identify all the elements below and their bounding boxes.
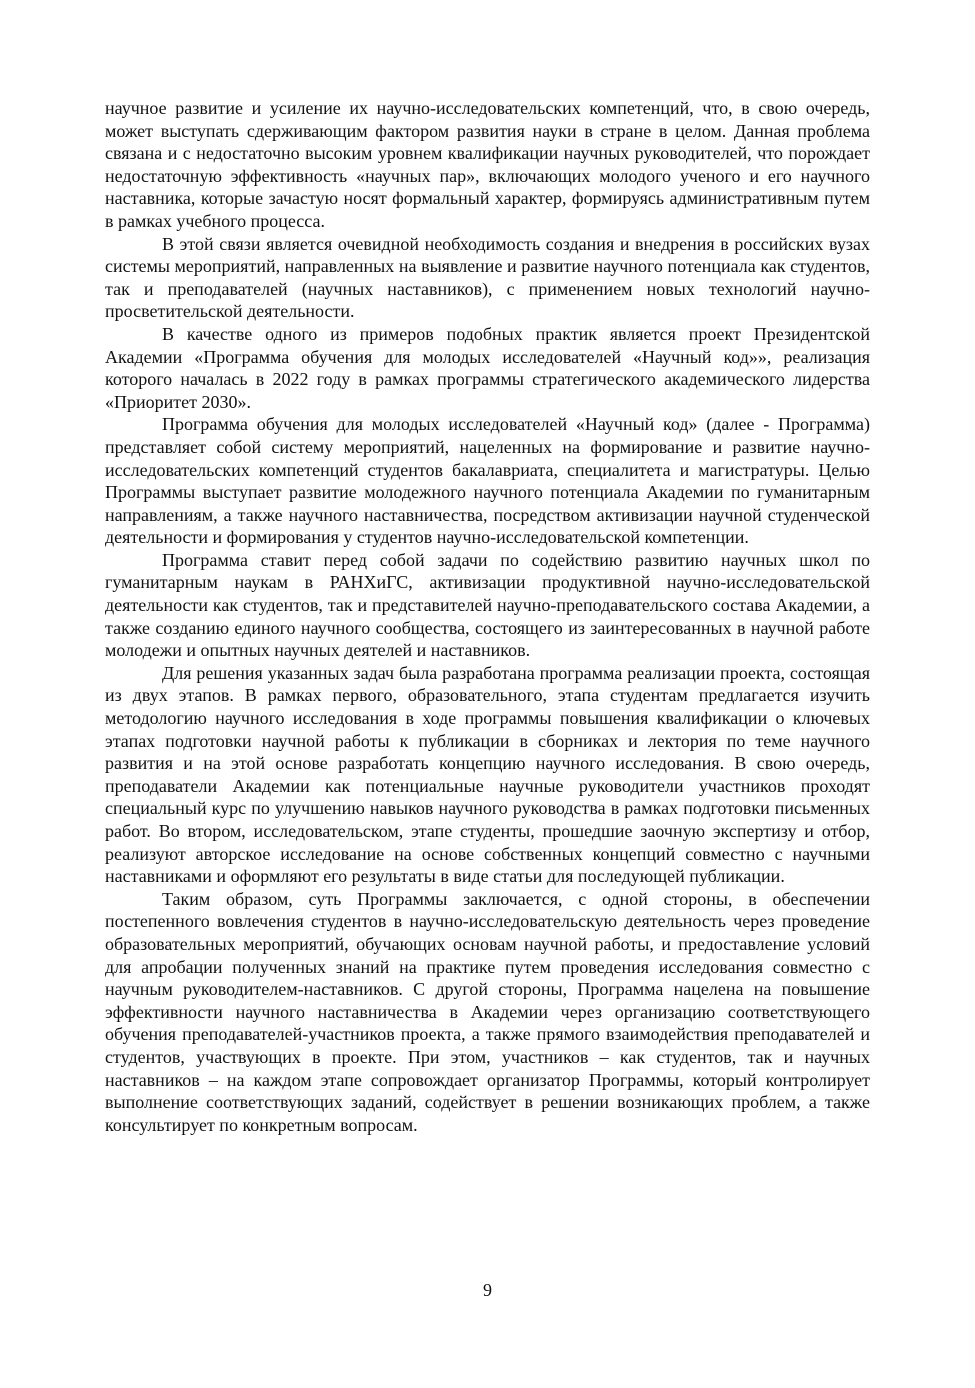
paragraph-continuation: научное развитие и усиление их научно-исследовательских компетенций, что, в свою очередь, может выступать сдерживающим фактором развития науки в стране в целом. Данная проблема связана и с недостаточно высоким уровнем квалификации научных руководителей, что порождает недостаточную эффективность «научных пар», включающих молодого ученого и его научного наставника, которые зачастую носят формальный характер, формируясь административным путем в рамках учебного процесса. (105, 98, 870, 231)
paragraph: Для решения указанных задач была разработана программа реализации проекта, состоящая из двух этапов. В рамках первого, образовательного, этапа студентам предлагается изучить методологию научного исследования в ходе программы повышения квалификации о ключевых этапах подготовки научной работы к публикации в сборниках и лектория по теме научного развития и на этой основе разработать концепцию научного исследования. В свою очередь, преподаватели Академии как потенциальные научные руководители участников проходят специальный курс по улучшению навыков научного руководства в рамках подготовки письменных работ. Во втором, исследовательском, этапе студенты, прошедшие заочную экспертизу и отбор, реализуют авторское исследование на основе собственных концепций совместно с научными наставниками и оформляют его результаты в виде статьи для последующей публикации. (105, 662, 870, 887)
paragraph: Программа обучения для молодых исследователей «Научный код» (далее - Программа) представляет собой систему мероприятий, нацеленных на формирование и развитие научно-исследовательских компетенций студентов бакалавриата, специалитета и магистратуры. Целью Программы выступает развитие молодежного научного потенциала Академии по гуманитарным направлениям, а также научного наставничества, посредством активизации научной студенческой деятельности и формирования у студентов научно-исследовательской компетенции. (105, 414, 870, 548)
page-number: 9 (483, 1280, 492, 1300)
paragraph: Программа ставит перед собой задачи по содействию развитию научных школ по гуманитарным наукам в РАНХиГС, активизации продуктивной научно-исследовательской деятельности как студентов, так и представителей научно-преподавательского состава Академии, а также созданию единого научного сообщества, состоящего из заинтересованных в научной работе молодежи и опытных научных деятелей и наставников. (105, 549, 870, 661)
body-text (105, 97, 870, 1136)
paragraph: В этой связи является очевидной необходимость создания и внедрения в российских вузах системы мероприятий, направленных на выявление и развитие научного потенциала как студентов, так и преподавателей (научных наставников), с применением новых технологий научно-просветительской деятельности. (105, 233, 870, 322)
paragraph: Таким образом, суть Программы заключается, с одной стороны, в обеспечении постепенного вовлечения студентов в научно-исследовательскую деятельность через проведение образовательных мероприятий, обучающих основам научной работы, и предоставление условий для апробации полученных знаний на практике путем проведения исследования совместно с научным руководителем-наставников. С другой стороны, Программа нацелена на повышение эффективности научного наставничества в Академии через организацию соответствующего обучения преподавателей-участников проекта, а также прямого взаимодействия преподавателей и студентов, участвующих в проекте. При этом, участников – как студентов, так и научных наставников – на каждом этапе сопровождает организатор Программы, который контролирует выполнение соответствующих заданий, содействует в решении возникающих проблем, а также консультирует по конкретным вопросам. (105, 888, 870, 1135)
paragraph: В качестве одного из примеров подобных практик является проект Президентской Академии «Программа обучения для молодых исследователей «Научный код»», реализация которого началась в 2022 году в рамках программы стратегического академического лидерства «Приоритет 2030». (105, 323, 870, 412)
